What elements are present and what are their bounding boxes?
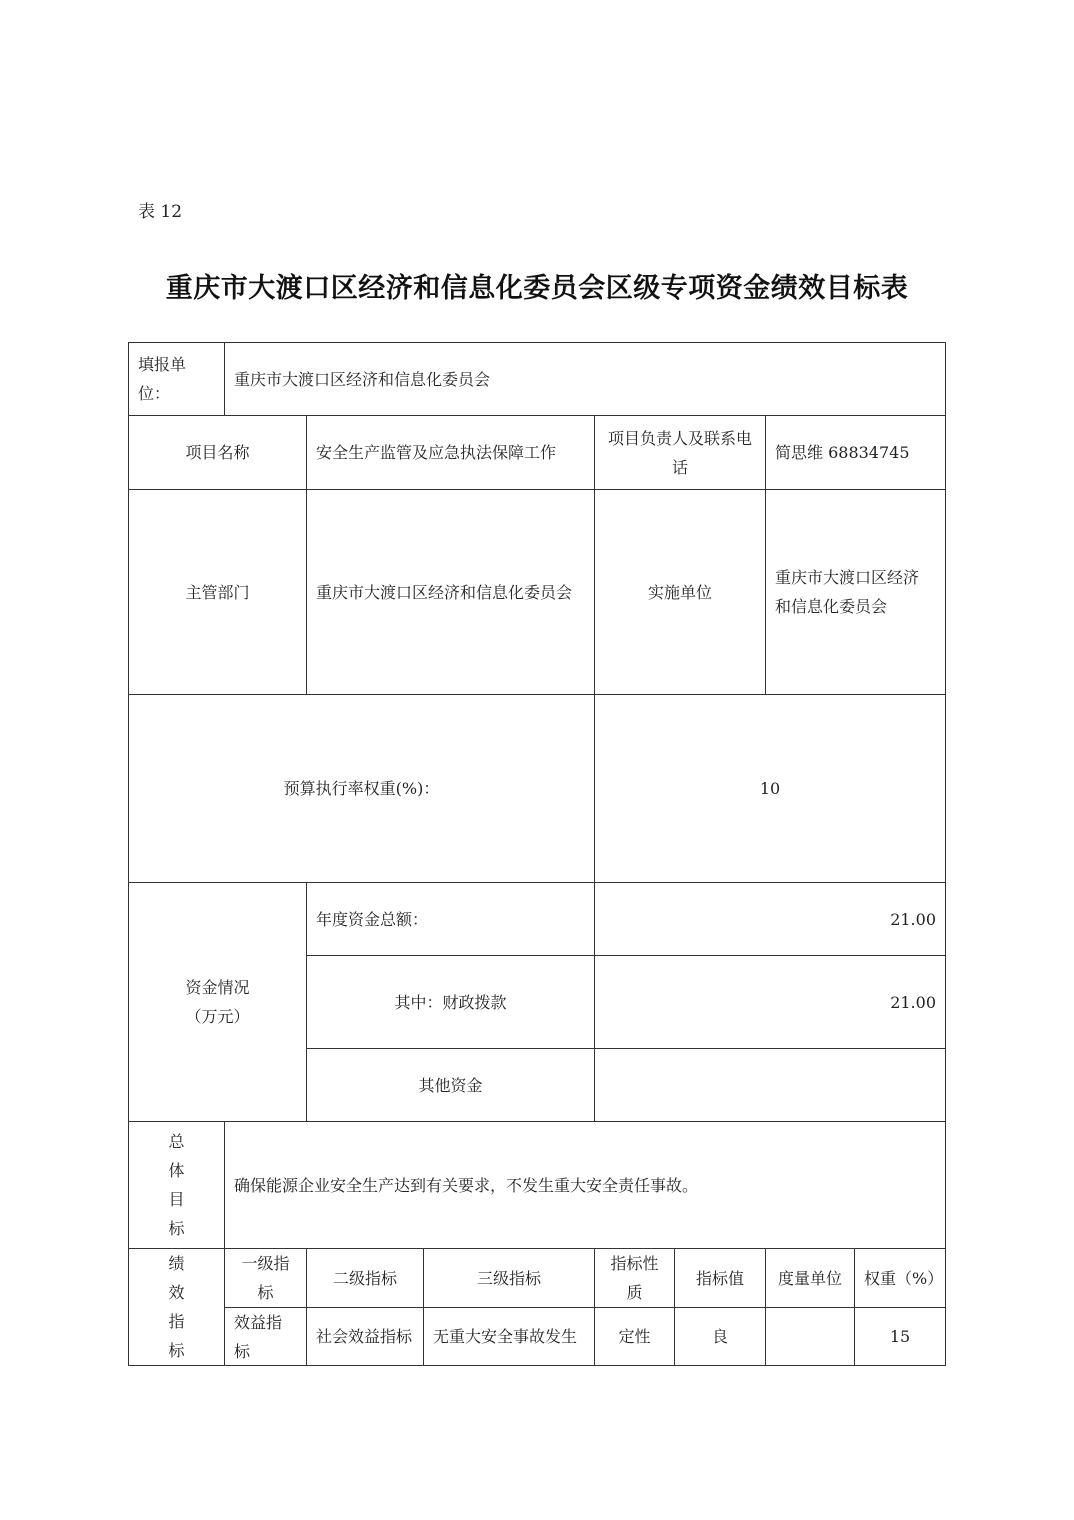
annual-total-label: 年度资金总额： — [316, 909, 429, 929]
indicators-section-label-cell — [128, 1248, 225, 1366]
page-title: 重庆市大渡口区经济和信息化委员会区级专项资金绩效目标表 — [165, 273, 909, 304]
header-level1: 一级指标 — [241, 1254, 290, 1302]
overall-goal-label-cell — [128, 1121, 225, 1249]
overall-goal-value-cell — [224, 1121, 946, 1249]
fiscal-label: 其中：财政拨款 — [394, 992, 507, 1012]
budget-rate-value-cell — [594, 694, 946, 883]
indicator-header — [854, 1248, 946, 1308]
contact-label-cell — [594, 415, 766, 490]
project-name-value-cell — [306, 415, 595, 490]
table-row-cell — [594, 1307, 675, 1366]
table-row-cell — [854, 1307, 946, 1366]
table-row-cell — [306, 1307, 424, 1366]
dept-value-cell — [306, 489, 595, 695]
annual-total-value-cell — [594, 882, 946, 956]
impl-value-cell — [765, 489, 946, 695]
overall-goal-label: 总体目标 — [168, 1132, 185, 1238]
header-weight: 权重（%） — [864, 1268, 944, 1288]
table-row-cell — [423, 1307, 595, 1366]
funds-label-cell — [128, 882, 307, 1122]
dept-label: 主管部门 — [185, 582, 250, 602]
dept-value: 重庆市大渡口区经济和信息化委员会 — [316, 582, 573, 602]
indicator-header — [765, 1248, 855, 1308]
row-level3: 无重大安全事故发生 — [433, 1327, 578, 1346]
other-funds-value-cell — [594, 1048, 946, 1122]
project-name-value: 安全生产监管及应急执法保障工作 — [316, 443, 557, 462]
annual-total-label-cell — [306, 882, 595, 956]
reporting-unit-label-cell — [128, 342, 225, 416]
reporting-unit-value: 重庆市大渡口区经济和信息化委员会 — [234, 369, 491, 389]
indicators-section-label: 绩效指标 — [168, 1254, 185, 1360]
contact-value: 简思维 68834745 — [775, 443, 910, 462]
header-level3: 三级指标 — [476, 1268, 541, 1288]
indicator-header — [224, 1248, 307, 1308]
indicator-header — [674, 1248, 766, 1308]
annual-total-value: 21.00 — [890, 909, 936, 929]
budget-rate-value: 10 — [759, 779, 781, 798]
row-nature: 定性 — [618, 1327, 651, 1346]
row-value: 良 — [711, 1327, 728, 1346]
other-funds-label: 其他资金 — [418, 1075, 483, 1095]
project-name-label: 项目名称 — [185, 443, 250, 462]
fiscal-value-cell — [594, 955, 946, 1049]
table-row-cell — [224, 1307, 307, 1366]
fiscal-label-cell — [306, 955, 595, 1049]
budget-rate-label-cell — [128, 694, 595, 883]
indicator-header — [594, 1248, 675, 1308]
other-funds-label-cell — [306, 1048, 595, 1122]
table-row-cell — [765, 1307, 855, 1366]
reporting-unit-value-cell — [224, 342, 946, 416]
table-number-label: 表 12 — [138, 202, 183, 222]
header-unit: 度量单位 — [778, 1268, 843, 1288]
header-level2: 二级指标 — [332, 1268, 397, 1288]
contact-value-cell — [765, 415, 946, 490]
indicator-header — [423, 1248, 595, 1308]
impl-value: 重庆市大渡口区经济和信息化委员会 — [775, 568, 920, 616]
impl-label: 实施单位 — [647, 582, 712, 602]
indicator-header — [306, 1248, 424, 1308]
row-weight: 15 — [889, 1327, 911, 1346]
contact-label: 项目负责人及联系电话 — [607, 428, 752, 477]
row-level2: 社会效益指标 — [316, 1327, 413, 1346]
row-level1: 效益指标 — [234, 1312, 283, 1361]
reporting-unit-label: 填报单位： — [138, 355, 187, 403]
budget-rate-label: 预算执行率权重(%)： — [283, 779, 440, 798]
fiscal-value: 21.00 — [890, 992, 936, 1012]
header-nature: 指标性质 — [610, 1254, 659, 1302]
impl-label-cell — [594, 489, 766, 695]
overall-goal-value: 确保能源企业安全生产达到有关要求，不发生重大安全责任事故。 — [234, 1175, 699, 1195]
project-name-label-cell — [128, 415, 307, 490]
table-row-cell — [674, 1307, 766, 1366]
header-value: 指标值 — [695, 1268, 744, 1288]
dept-label-cell — [128, 489, 307, 695]
funds-label: 资金情况（万元） — [185, 978, 250, 1026]
